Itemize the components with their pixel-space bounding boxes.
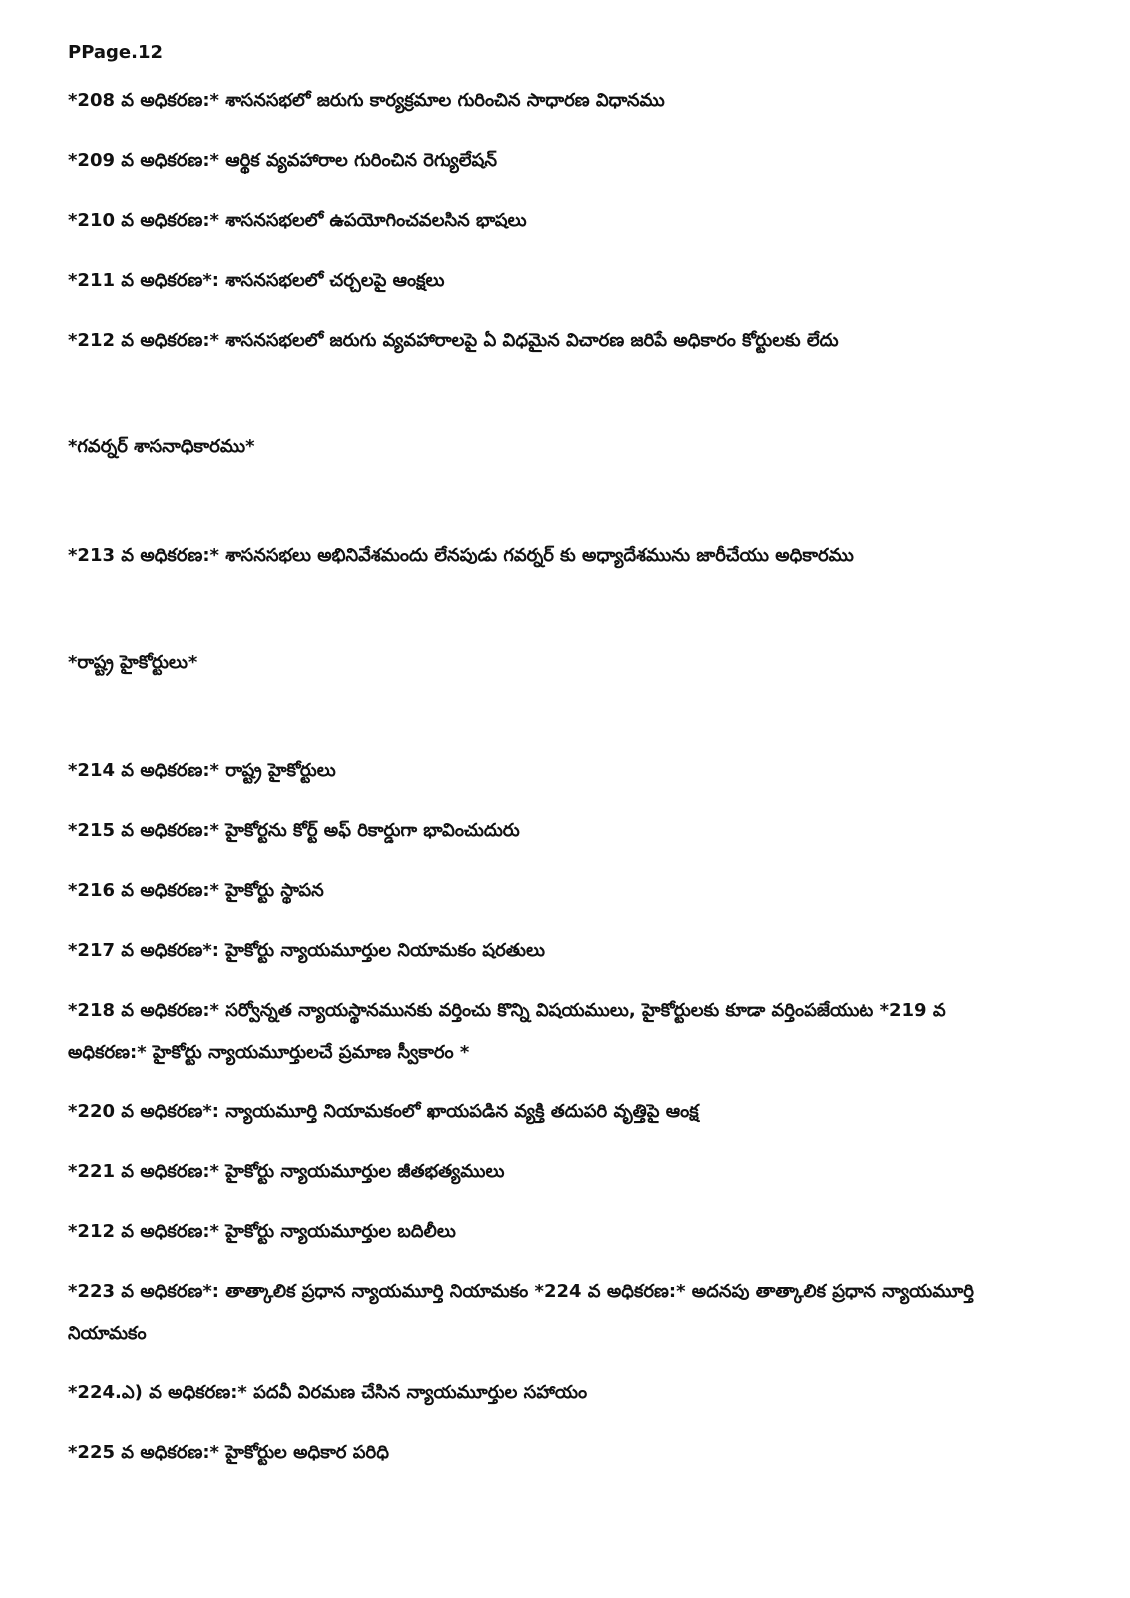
article-219-continued: అధికరణ:* హైకోర్టు న్యాయమూర్తులచే ప్రమాణ స్వీకారం * [68, 1042, 470, 1063]
article-209: *209 వ అధికరణ:* ఆర్థిక వ్యవహారాల గురించిన రెగ్యులేషన్ [68, 150, 497, 171]
article-213: *213 వ అధికరణ:* శాసనసభలు అభినివేశమందు లేనపుడు గవర్నర్ కు అధ్యాదేశమును జారీచేయు అధికారము [68, 545, 854, 566]
article-211: *211 వ అధికరణ*: శాసనసభలలో చర్చలపై ఆంక్షలు [68, 270, 445, 291]
article-210: *210 వ అధికరణ:* శాసనసభలలో ఉపయోగించవలసిన భాషలు [68, 210, 527, 231]
article-224-continued: నియామకం [68, 1323, 147, 1344]
article-220: *220 వ అధికరణ*: న్యాయమూర్తి నియామకంలో ఖాయపడిన వ్యక్తి తదుపరి వృత్తిపై ఆంక్ష [68, 1101, 699, 1122]
section-heading-high-courts: *రాష్ట్ర హైకోర్టులు* [68, 652, 198, 673]
article-208: *208 వ అధికరణ:* శాసనసభలో జరుగు కార్యక్రమాల గురించిన సాధారణ విధానము [68, 90, 665, 111]
page-label: PPage.12 [68, 42, 164, 63]
article-221: *221 వ అధికరణ:* హైకోర్టు న్యాయమూర్తుల జీతభత్యములు [68, 1161, 505, 1182]
article-214: *214 వ అధికరణ:* రాష్ట్ర హైకోర్టులు [68, 760, 336, 781]
article-225: *225 వ అధికరణ:* హైకోర్టుల అధికార పరిధి [68, 1442, 389, 1463]
article-212: *212 వ అధికరణ:* శాసనసభలలో జరుగు వ్యవహారాలపై ఏ విధమైన విచారణ జరిపే అధికారం కోర్టులకు లేదు [68, 330, 839, 351]
section-heading-governor: *గవర్నర్ శాసనాధికారము* [68, 436, 255, 457]
article-223-224: *223 వ అధికరణ*: తాత్కాలిక ప్రధాన న్యాయమూర్తి నియామకం *224 వ అధికరణ:* అదనపు తాత్కాలిక ప్రధాన న్యాయమూర్తి [68, 1281, 974, 1302]
article-217: *217 వ అధికరణ*: హైకోర్టు న్యాయమూర్తుల నియామకం షరతులు [68, 940, 545, 961]
article-222: *212 వ అధికరణ:* హైకోర్టు న్యాయమూర్తుల బదిలీలు [68, 1221, 456, 1242]
article-215: *215 వ అధికరణ:* హైకోర్టను కోర్ట్ అఫ్ రికార్డుగా భావించుదురు [68, 820, 520, 841]
article-224a: *224.ఎ) వ అధికరణ:* పదవీ విరమణ చేసిన న్యాయమూర్తుల సహాయం [68, 1382, 588, 1403]
article-216: *216 వ అధికరణ:* హైకోర్టు స్థాపన [68, 880, 324, 901]
article-218-219: *218 వ అధికరణ:* సర్వోన్నత న్యాయస్థానమునకు వర్తించు కొన్ని విషయములు, హైకోర్టులకు కూడా వర్తింపజేయుట *219 వ [68, 1000, 946, 1021]
